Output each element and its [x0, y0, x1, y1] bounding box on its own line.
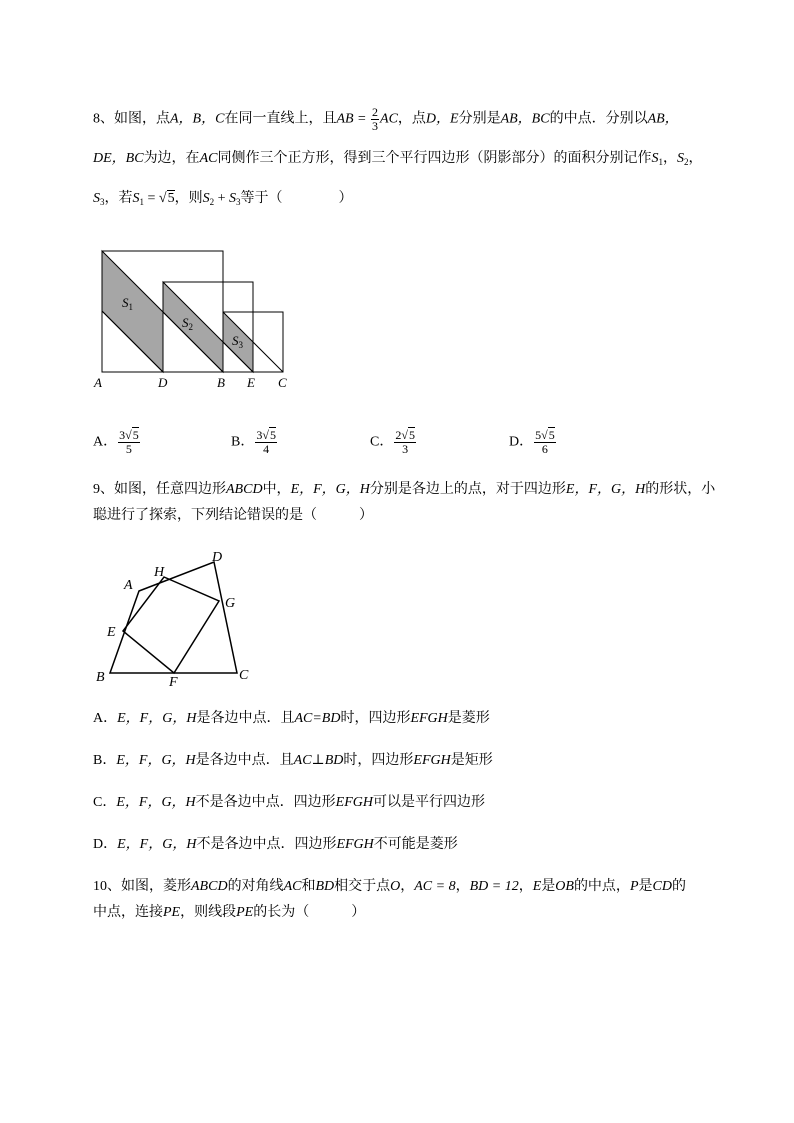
point-label-f: F [169, 675, 178, 690]
point-label-c: C [239, 668, 249, 683]
q9-line-1: 9、如图，任意四边形ABCD中，E，F，G，H分别是各边上的点，对于四边形E，F，G，H的形状，小 [93, 482, 716, 497]
shade-label-s1: $S_1$ [122, 295, 133, 312]
shade-label-s2: $S_2$ [182, 315, 193, 332]
point-label-c: C [278, 375, 287, 390]
q9-quadrilateral-figure [90, 545, 260, 690]
q8-line-2: DE，BC为边，在AC同侧作三个正方形，得到三个平行四边形（阴影部分）的面积分别记作$S_1$，$S_2$， [93, 151, 703, 167]
q9-option-b[interactable]: B．E，F，G，H是各边中点．且AC⊥BD时，四边形EFGH是矩形 [93, 753, 493, 768]
point-label-b: B [217, 375, 225, 390]
fraction-two-thirds: $\frac{2}{3}$ [372, 105, 379, 133]
q10-line-1: 10、如图，菱形ABCD的对角线AC和BD相交于点O，AC = 8，BD = 12，E是OB的中点，P是CD的 [93, 879, 686, 894]
point-label-b: B [96, 670, 105, 685]
q9-line-2: 聪进行了探索，下列结论错误的是（ ） [93, 508, 373, 523]
point-label-h: H [154, 565, 165, 580]
q8-line-3: $S_3$，若$S_1 = √5$，则$S_2 + S_3$等于（ ） [93, 191, 353, 207]
q8-line-1: 8、如图，点A，B，C在同一直线上，且AB = $\frac{2}{3}$ AC，点D，E分别是AB，BC的中点．分别以AB， [93, 105, 679, 133]
point-label-e: E [247, 375, 255, 390]
q8-option-a[interactable]: A． $\frac{3√5}{5}$ [93, 428, 139, 456]
point-label-g: G [225, 596, 236, 611]
q8-option-b[interactable]: B． $\frac{3√5}{4}$ [231, 428, 276, 456]
q8-option-d[interactable]: D． $\frac{5√5}{6}$ [509, 428, 555, 456]
point-label-e: E [107, 625, 116, 640]
quadrilateral-efgh [123, 577, 219, 673]
shade-label-s3: $S_3$ [232, 333, 243, 350]
q10-line-2: 中点，连接PE，则线段PE的长为（ ） [93, 905, 366, 920]
point-label-d: D [212, 550, 223, 565]
q9-option-c[interactable]: C．E，F，G，H不是各边中点．四边形EFGH可以是平行四边形 [93, 795, 485, 810]
point-label-d: D [158, 375, 168, 390]
q9-option-d[interactable]: D．E，F，G，H不是各边中点．四边形EFGH不可能是菱形 [93, 837, 458, 852]
point-label-a: A [94, 375, 102, 390]
q8-option-c[interactable]: C． $\frac{2√5}{3}$ [370, 428, 415, 456]
parallelogram-s2 [163, 282, 223, 372]
point-label-a: A [124, 578, 133, 593]
q9-option-a[interactable]: A．E，F，G，H是各边中点．且AC=BD时，四边形EFGH是菱形 [93, 711, 490, 726]
q8-squares-figure [88, 245, 298, 395]
